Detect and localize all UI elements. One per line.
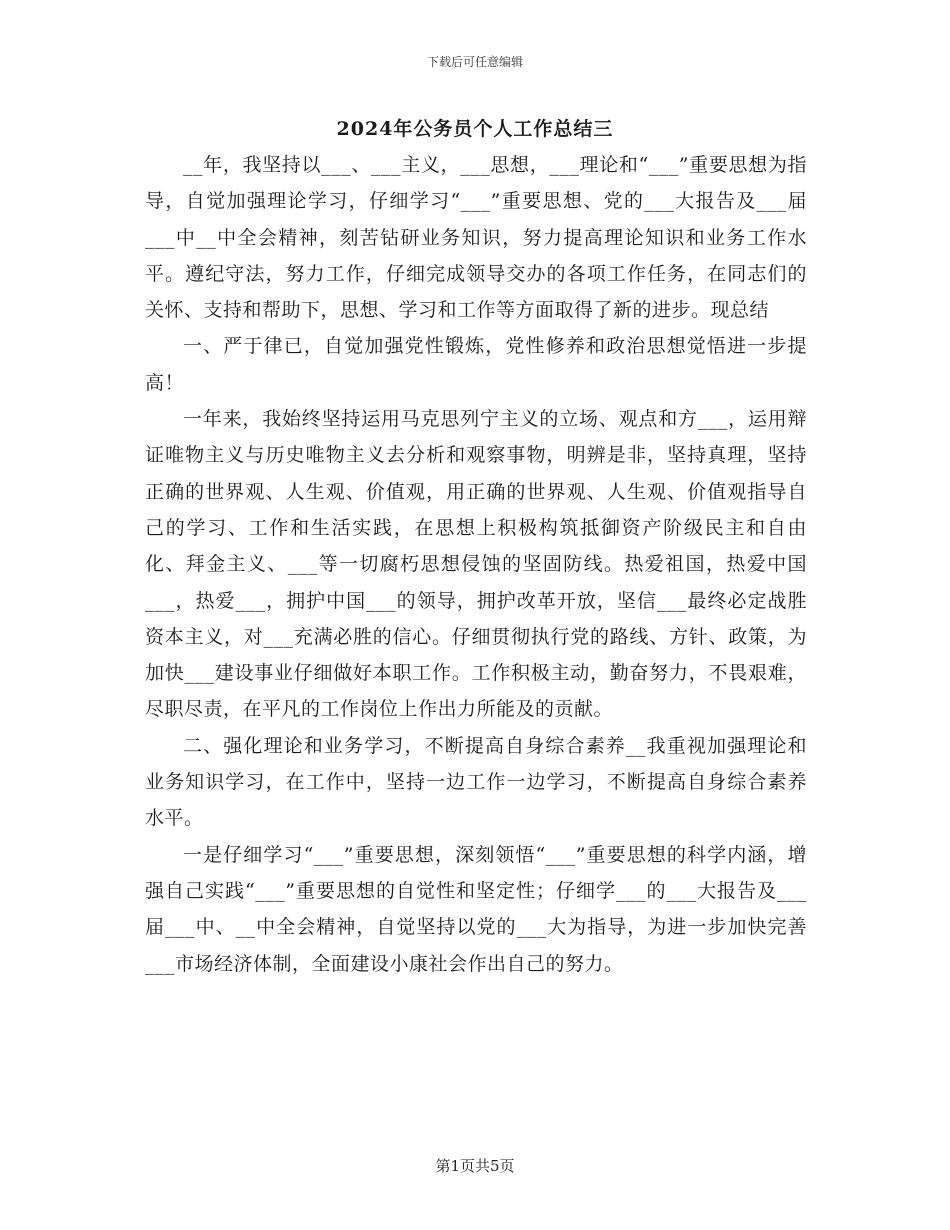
paragraph-intro: __年，我坚持以___、___主义，___思想，___理论和“___”重要思想为指导，自觉加强理论学习，仔细学习“___”重要思想、党的___大报告及___届___中__中全会精神，刻苦钻研业务知识，努力提高理论知识和业务工作水平。遵纪守法，努力工作，仔细完成领导交办的各项工作任务，在同志们的关怀、支持和帮助下，思想、学习和工作等方面取得了新的进步。现总结 (145, 154, 807, 322)
page-header-note: 下载后可任意编辑 (426, 55, 523, 69)
paragraph-section-2-body: 一是仔细学习“___”重要思想，深刻领悟“___”重要思想的科学内涵，增强自己实践“___”重要思想的自觉性和坚定性；仔细学___的___大报告及___届___中、__中全会精神，自觉坚持以党的___大为指导，为进一步加快完善___市场经济体制，全面建设小康社会作出自己的努力。 (145, 843, 807, 975)
document-title: 2024年公务员个人工作总结三 (336, 118, 614, 140)
page-footer-page-number: 第1页共5页 (435, 1157, 515, 1175)
paragraph-section-1-body: 一年来，我始终坚持运用马克思列宁主义的立场、观点和方___，运用辩证唯物主义与历史唯物主义去分析和观察事物，明辨是非，坚持真理，坚持正确的世界观、人生观、价值观，用正确的世界观、人生观、价值观指导自己的学习、工作和生活实践，在思想上积极构筑抵御资产阶级民主和自由化、拜金主义、___等一切腐朽思想侵蚀的坚固防线。热爱祖国，热爱中国___，热爱___，拥护中国___的领导，拥护改革开放，坚信___最终必定战胜资本主义，对___充满必胜的信心。仔细贯彻执行党的路线、方针、政策，为加快___建设事业仔细做好本职工作。工作积极主动，勤奋努力，不畏艰难，尽职尽责，在平凡的工作岗位上作出力所能及的贡献。 (145, 408, 807, 721)
paragraph-section-2-heading: 二、强化理论和业务学习，不断提高自身综合素养__我重视加强理论和业务知识学习，在工作中，坚持一边工作一边学习，不断提高自身综合素养水平。 (145, 734, 807, 830)
document-body (145, 147, 807, 982)
paragraph-section-1-heading: 一、严于律已，自觉加强党性锻炼，党性修养和政治思想觉悟进一步提高！ (145, 335, 807, 394)
